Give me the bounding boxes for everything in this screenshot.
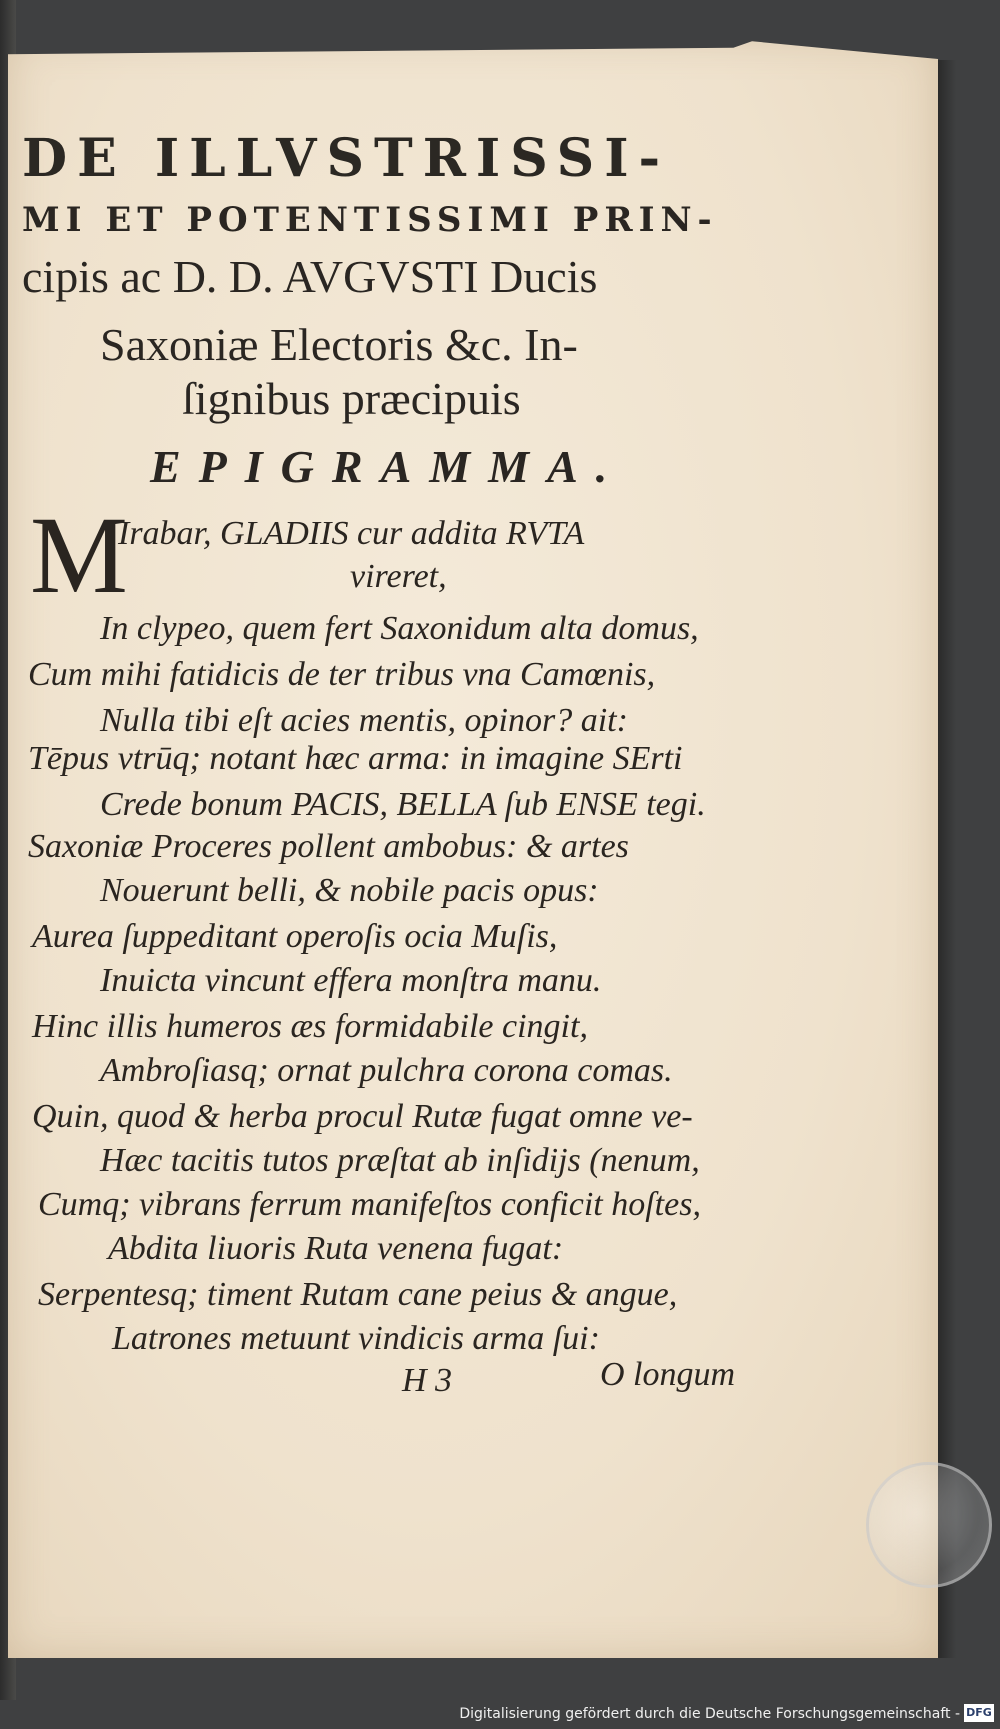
epigram-heading: EPIGRAMMA. [150,441,626,492]
title-line-4: Saxoniæ Electoris &c. In- [100,319,578,370]
verse-line: Crede bonum PACIS, BELLA ſub ENSE tegi. [100,786,706,823]
verse-line: Hinc illis humeros æs formidabile cingit, [32,1008,588,1045]
verse-line: vireret, [350,558,447,595]
verse-line: Serpentesq; timent Rutam cane peius & angue, [38,1276,678,1313]
dfg-logo-icon: DFG [964,1704,994,1722]
verse-line: Nulla tibi eſt acies mentis, opinor? ait: [100,702,628,739]
digitization-footer [0,1700,1000,1729]
verse-line: Cumq; vibrans ferrum manifeſtos conficit hoſtes, [38,1186,701,1223]
drop-capital: M [30,494,128,616]
verse-line: Inuicta vincunt effera monſtra manu. [100,962,602,999]
verse-line: Irabar, GLADIIS cur addita RVTA [118,515,585,552]
verse-line: In clypeo, quem fert Saxonidum alta domus, [100,610,699,647]
verse-line: Abdita liuoris Ruta venena fugat: [108,1230,564,1267]
verse-line: Saxoniæ Proceres pollent ambobus: & artes [28,828,629,865]
signature-mark: H 3 [402,1362,453,1399]
title-line-1: DE ILLVSTRISSI- [22,128,671,189]
verse-line: Ambroſiasq; ornat pulchra corona comas. [100,1052,673,1089]
footer-credit: Digitalisierung gefördert durch die Deutsche Forschungsgemeinschaft - [459,1706,960,1722]
verse-line: Latrones metuunt vindicis arma ſui: [112,1320,600,1357]
verse-line: Cum mihi fatidicis de ter tribus vna Camœnis, [28,656,656,693]
verse-line: Hæc tacitis tutos præſtat ab inſidijs (nenum, [100,1142,700,1179]
title-line-2: MI ET POTENTISSIMI PRIN- [22,200,718,240]
magnifier-lens [866,1462,992,1588]
verse-line: Tēpus vtrūq; notant hæc arma: in imagine SErti [28,740,683,777]
catchword: O longum [600,1356,736,1393]
verse-line: Aurea ſuppeditant operoſis ocia Muſis, [32,918,558,955]
title-line-3: cipis ac D. D. AVGVSTI Ducis [22,251,598,302]
title-line-5: ſignibus præcipuis [182,373,521,424]
verse-line: Quin, quod & herba procul Rutæ fugat omne ve- [32,1098,693,1135]
verse-line: Nouerunt belli, & nobile pacis opus: [100,872,599,909]
